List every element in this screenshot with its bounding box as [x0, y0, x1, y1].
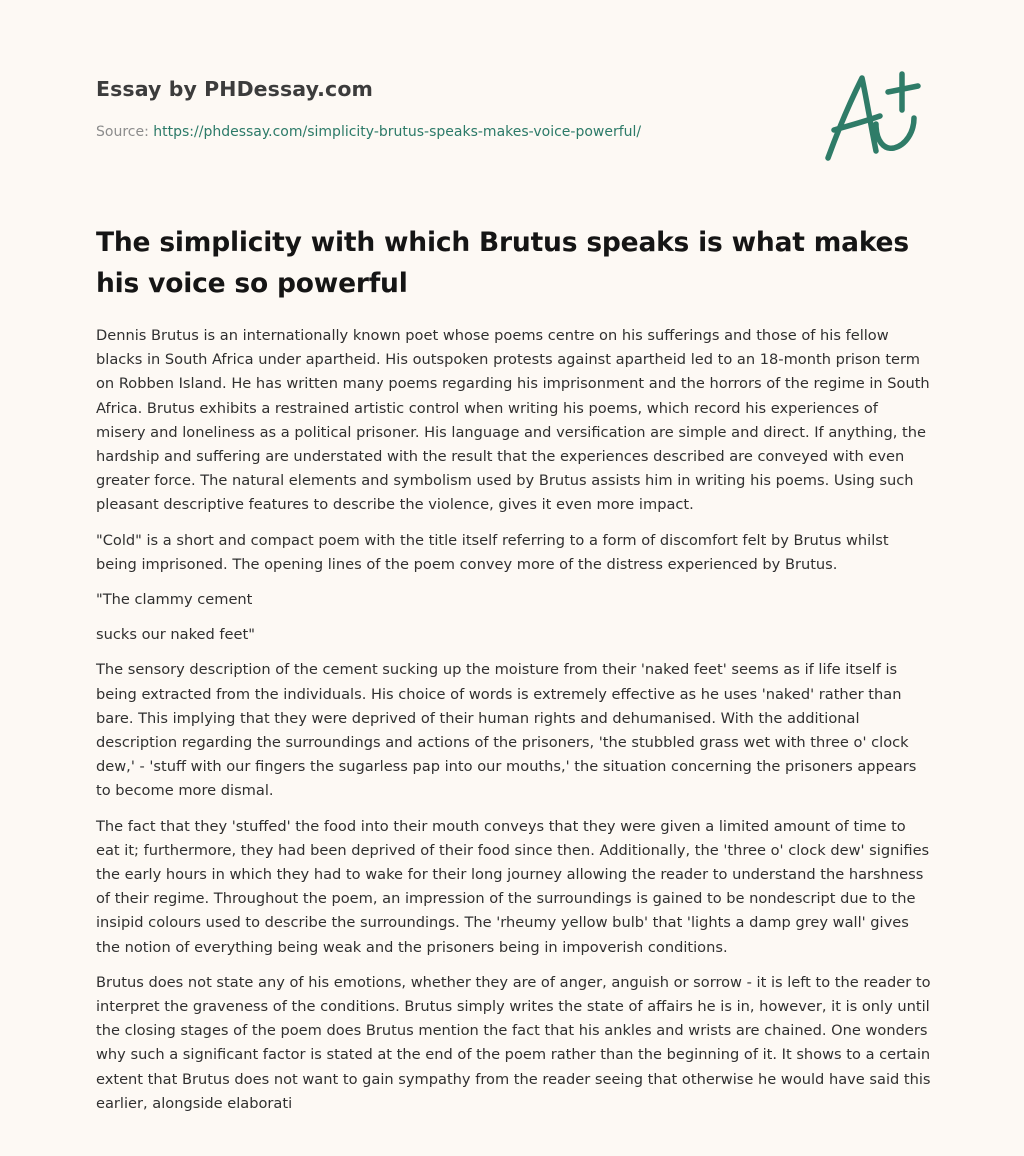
paragraph: The sensory description of the cement sucking up the moisture from their 'naked feet' seems as if life itself is being extracted from the individuals. His choice of words is extremely effective as he uses 'naked' rather than bare. This implying that they were deprived of their human rights and dehumanised. With the additional description regarding the surroundings and actions of the prisoners, 'the stubbled grass wet with three o' clock dew,' - 'stuff with our fingers the sugarless pap into our mouths,' the situation concerning the prisoners appears to become more dismal.: [96, 661, 917, 800]
paragraph: The fact that they 'stuffed' the food into their mouth conveys that they were given a limited amount of time to eat it; furthermore, they had been deprived of their food since then. Additionally, the 'three o' clock dew' signifies the early hours in which they had to wake for their long journey allowing the reader to understand the harshness of their regime. Throughout the poem, an impression of the surroundings is gained to be nondescript due to the insipid colours used to describe the surroundings. The 'rheumy yellow bulb' that 'lights a damp grey wall' gives the notion of everything being weak and the prisoners being in impoverish conditions.: [96, 817, 930, 956]
paragraph: Brutus does not state any of his emotions, whether they are of anger, anguish or sorrow - it is left to the reader to interpret the graveness of the conditions. Brutus simply writes the state of affairs he is in, however, it is only until the closing stages of the poem does Brutus mention the fact that his ankles and wrists are chained. One wonders why such a significant factor is stated at the end of the poem rather than the beginning of it. It shows to a certain extent that Brutus does not want to gain sympathy from the reader seeing that otherwise he would have said this earlier, alongside elaborati: [96, 973, 931, 1112]
source-link[interactable]: https://phdessay.com/simplicity-brutus-speaks-makes-voice-powerful/: [153, 124, 642, 140]
paragraph: Dennis Brutus is an internationally known poet whose poems centre on his sufferings and those of his fellow blacks in South Africa under apartheid. His outspoken protests against apartheid led to an 18-month prison term on Robben Island. He has written many poems regarding his imprisonment and the horrors of the regime in South Africa. Brutus exhibits a restrained artistic control when writing his poems, which record his experiences of misery and loneliness as a political prisoner. His language and versification are simple and direct. If anything, the hardship and suffering are understated with the result that the experiences described are conveyed with even greater force. The natural elements and symbolism used by Brutus assists him in writing his poems. Using such pleasant descriptive features to describe the violence, gives it even more impact.: [96, 327, 930, 514]
poem-line: sucks our naked feet": [96, 626, 255, 644]
source-line: [96, 124, 641, 140]
source-label: Source:: [96, 124, 149, 140]
site-brand: Essay by PHDessay.com: [96, 77, 373, 101]
essay-body: [96, 324, 932, 1127]
essay-title: The simplicity with which Brutus speaks is what makes his voice so powerful: [96, 227, 909, 299]
a-plus-logo-icon: [818, 66, 928, 166]
paragraph: "Cold" is a short and compact poem with the title itself referring to a form of discomfort felt by Brutus whilst being imprisoned. The opening lines of the poem convey more of the distress experienced by Brutus.: [96, 531, 889, 573]
poem-line: "The clammy cement: [96, 591, 253, 609]
